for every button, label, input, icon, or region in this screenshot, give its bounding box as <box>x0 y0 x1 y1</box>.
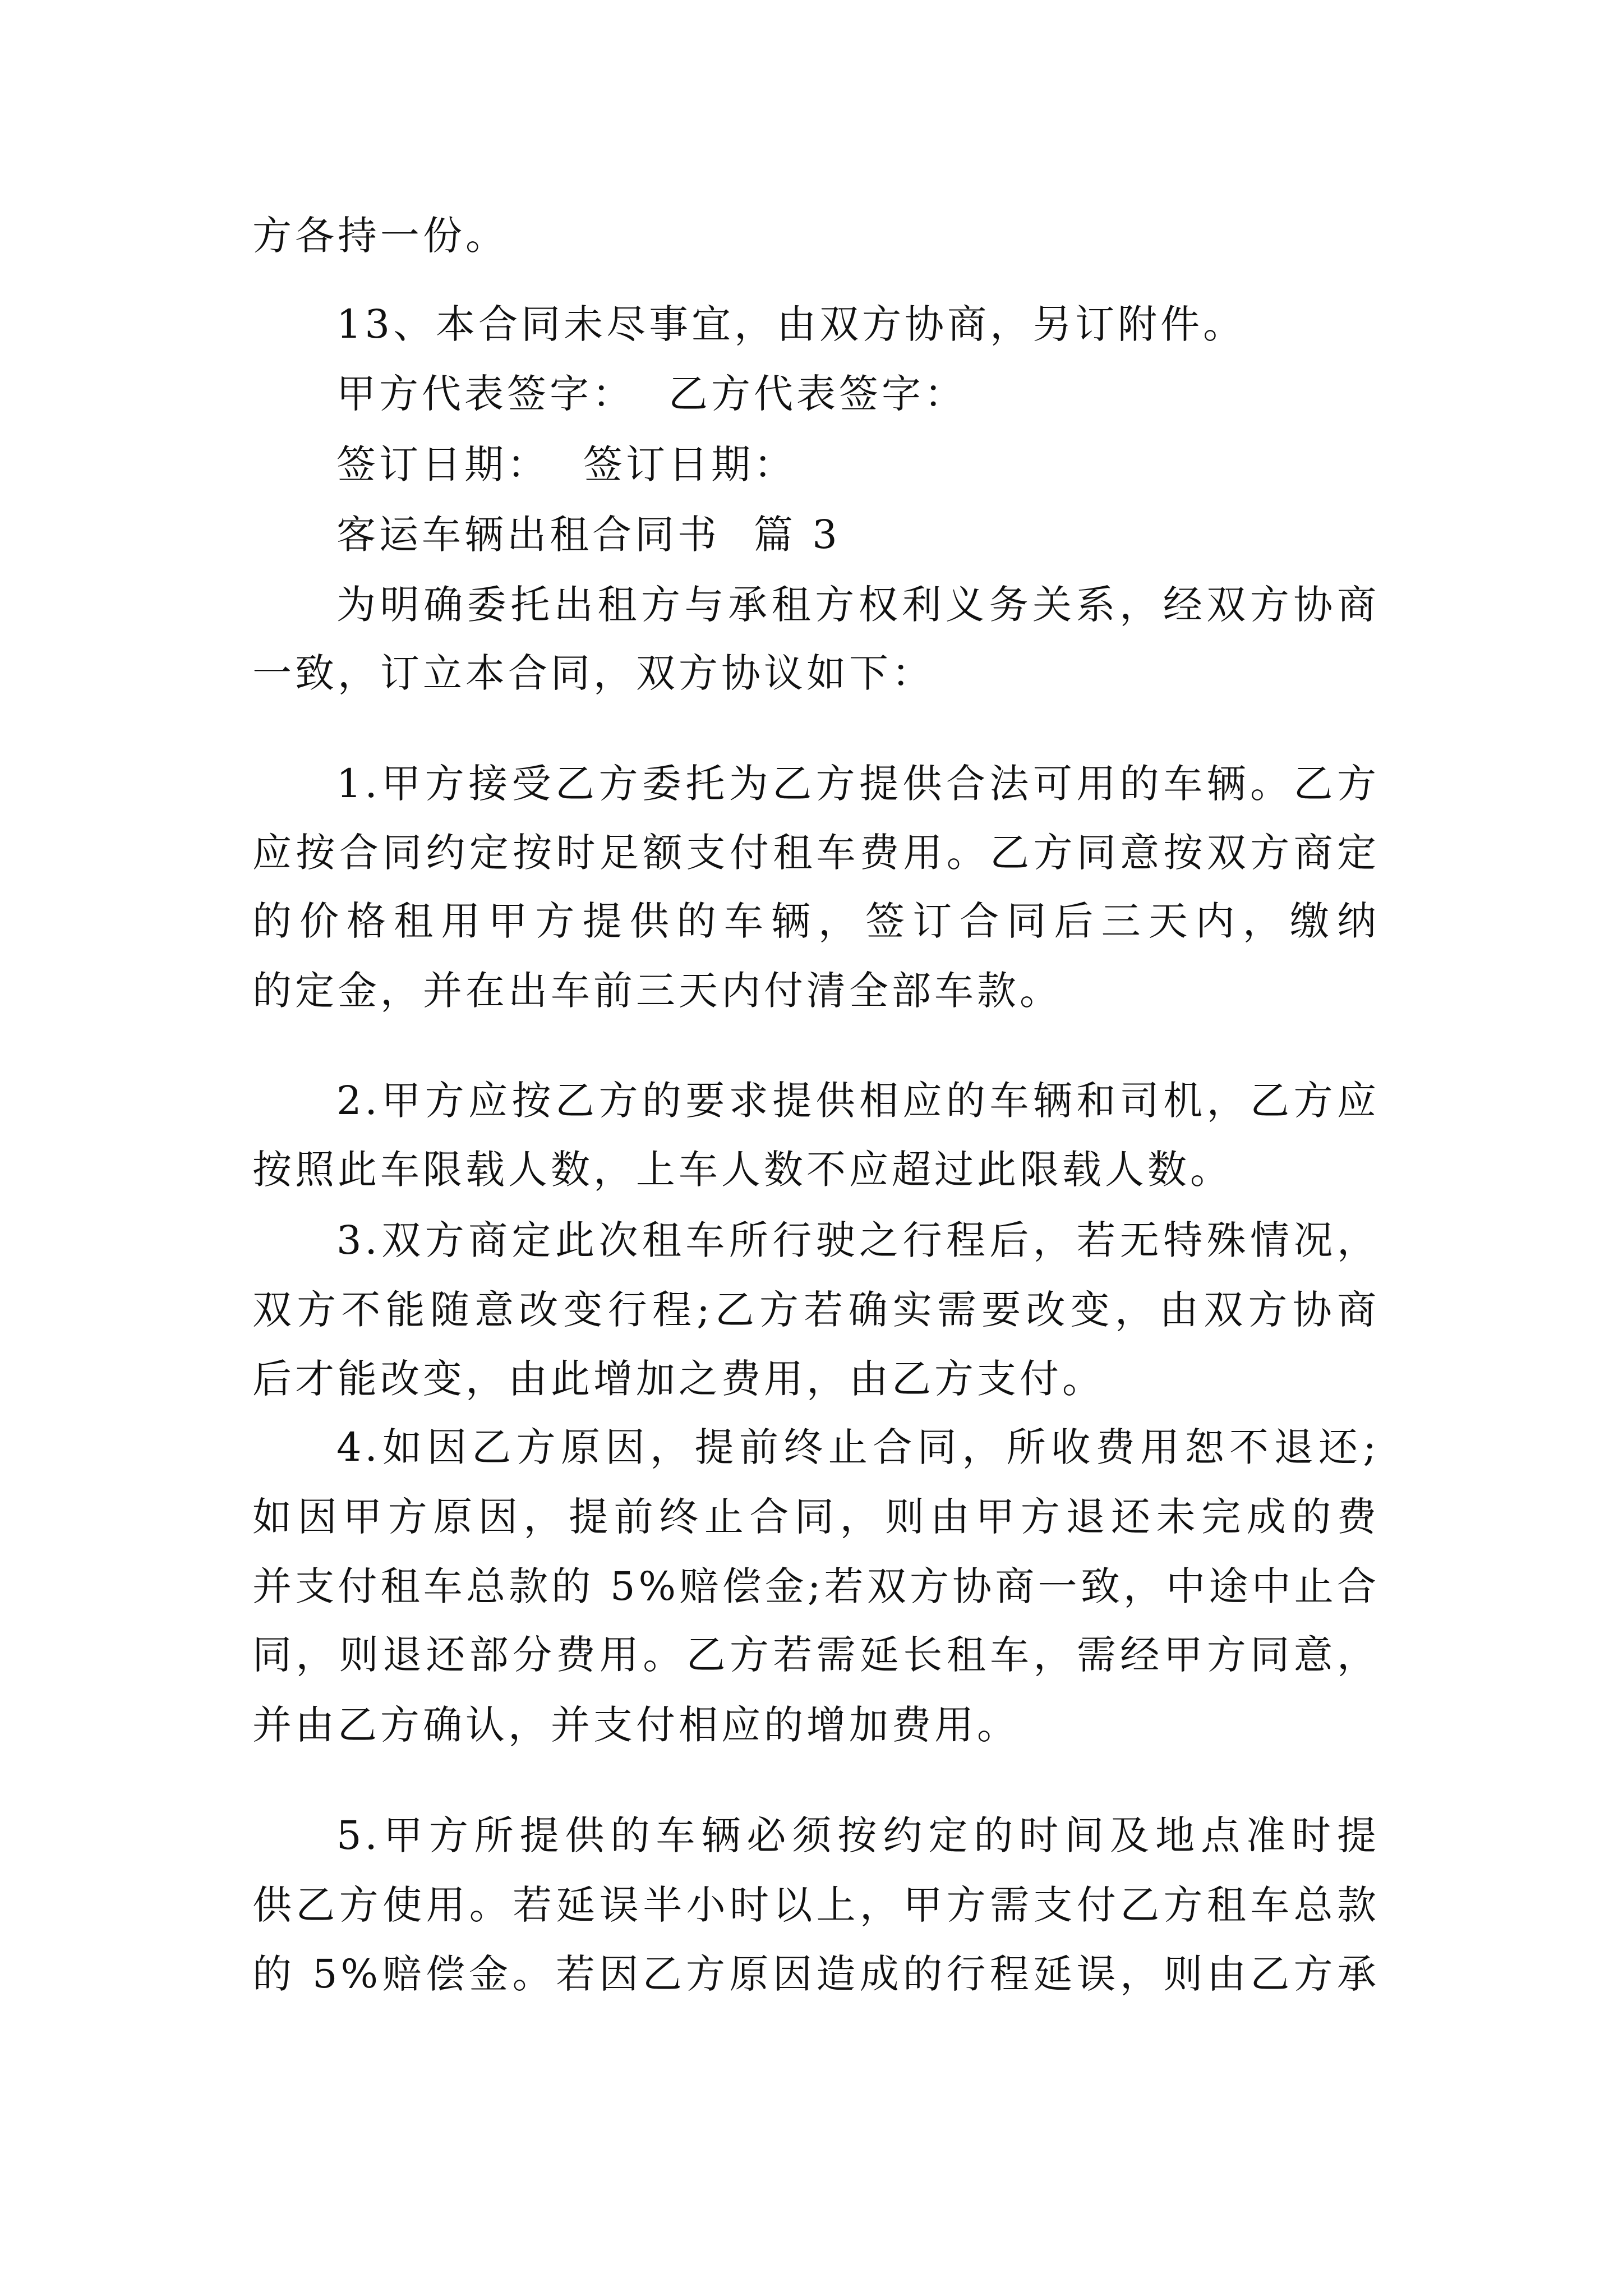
clause-3-line: 后才能改变，由此增加之费用，由乙方支付。 <box>252 1356 1105 1402</box>
clause-3-line: 双方不能随意改变行程;乙方若确实需要改变，由双方协商 <box>252 1287 1380 1333</box>
clause-2-line: 2.甲方应按乙方的要求提供相应的车辆和司机，乙方应 <box>336 1078 1380 1124</box>
signature-line <box>336 366 1380 422</box>
section-title: 客运车辆出租合同书 <box>336 512 720 558</box>
paragraph-line: 为明确委托出租方与承租方权利义务关系，经双方协商 <box>336 582 1380 628</box>
party-a-date-label: 签订日期： <box>336 441 550 487</box>
clause-4-line: 4.如因乙方原因，提前终止合同，所收费用恕不退还; <box>336 1424 1380 1470</box>
party-b-date-label: 签订日期： <box>583 441 796 487</box>
text-line: 方各持一份。 <box>252 213 508 259</box>
party-a-signature-label: 甲方代表签字： <box>336 371 635 417</box>
clause-4-line: 如因甲方原因，提前终止合同，则由甲方退还未完成的费 <box>252 1494 1380 1540</box>
section-number: 篇 3 <box>754 512 841 558</box>
clause-13: 13、本合同未尽事宜，由双方协商，另订附件。 <box>336 301 1246 347</box>
clause-4-line: 同，则退还部分费用。乙方若需延长租车，需经甲方同意， <box>252 1632 1380 1678</box>
paragraph-line: 一致，订立本合同，双方协议如下： <box>252 650 934 696</box>
clause-4-line: 并支付租车总款的 5%赔偿金;若双方协商一致，中途中止合 <box>252 1563 1380 1609</box>
clause-1-line: 应按合同约定按时足额支付租车费用。乙方同意按双方商定 <box>252 830 1380 876</box>
clause-5-line: 供乙方使用。若延误半小时以上，甲方需支付乙方租车总款 <box>252 1882 1380 1928</box>
section-heading <box>336 507 1380 563</box>
clause-5-line: 5.甲方所提供的车辆必须按约定的时间及地点准时提 <box>336 1812 1380 1858</box>
clause-1-line: 1.甲方接受乙方委托为乙方提供合法可用的车辆。乙方 <box>336 761 1380 807</box>
clause-4-line: 并由乙方确认，并支付相应的增加费用。 <box>252 1702 1020 1748</box>
party-b-signature-label: 乙方代表签字： <box>668 371 967 417</box>
clause-3-line: 3.双方商定此次租车所行驶之行程后，若无特殊情况， <box>336 1217 1380 1263</box>
clause-1-line: 的价格租用甲方提供的车辆，签订合同后三天内，缴纳 <box>252 898 1380 944</box>
clause-2-line: 按照此车限载人数，上车人数不应超过此限载人数。 <box>252 1147 1233 1193</box>
date-line <box>336 436 1380 493</box>
clause-5-line: 的 5%赔偿金。若因乙方原因造成的行程延误，则由乙方承 <box>252 1951 1380 1997</box>
clause-1-line: 的定金，并在出车前三天内付清全部车款。 <box>252 968 1062 1014</box>
